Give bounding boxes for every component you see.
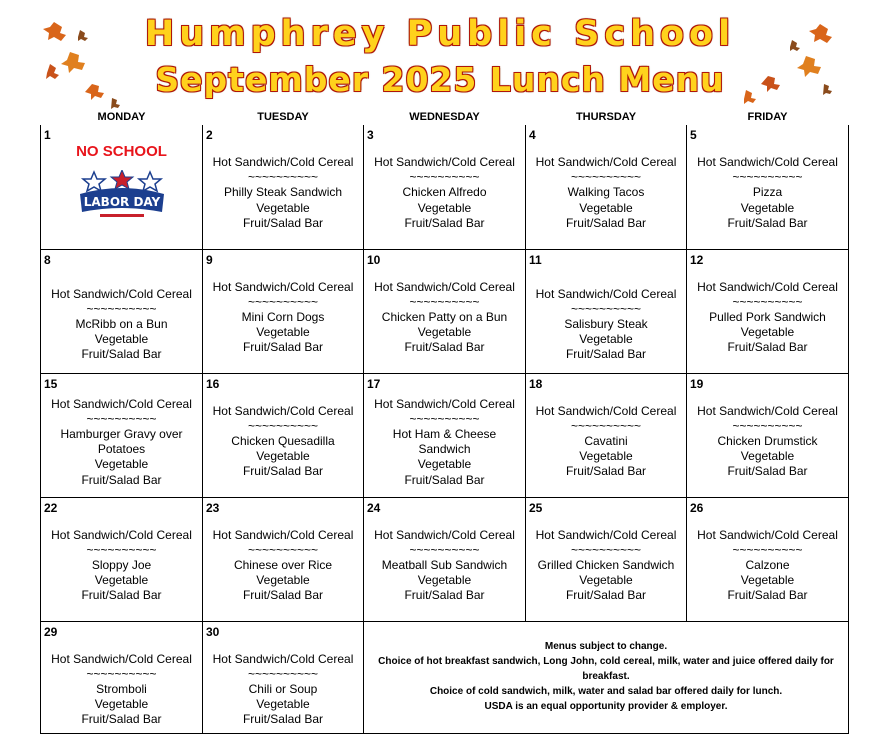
day-number: 22: [44, 500, 58, 515]
day-cell: [41, 373, 203, 497]
day-number: 10: [367, 252, 381, 267]
day-cell: [203, 125, 364, 249]
entree: Chicken Alfredo: [402, 185, 487, 200]
entree: Hamburger Gravy over: [60, 426, 183, 441]
divider: ~~~~~~~~~~: [732, 542, 803, 557]
day-number: 24: [367, 500, 381, 515]
entree: Philly Steak Sandwich: [223, 185, 343, 200]
entree: Sloppy Joe: [91, 557, 152, 572]
fruit-salad-line: Fruit/Salad Bar: [81, 347, 162, 362]
day-cell: [41, 249, 203, 373]
divider: ~~~~~~~~~~: [570, 170, 642, 185]
day-cell: [526, 373, 687, 497]
day-cell: [364, 125, 526, 249]
day-cell: [687, 373, 849, 497]
day-menu: [203, 622, 363, 728]
divider: ~~~~~~~~~~: [570, 418, 642, 433]
day-cell-labor-day: [41, 125, 203, 249]
day-number: 19: [690, 376, 704, 391]
breakfast-line: Hot Sandwich/Cold Cereal: [535, 527, 677, 542]
day-number: 3: [367, 128, 374, 142]
day-cell: [41, 497, 203, 621]
entree: Walking Tacos: [567, 185, 645, 200]
day-menu: [41, 250, 202, 363]
day-cell: [687, 125, 849, 249]
entree: Calzone: [745, 557, 790, 572]
entree: Potatoes: [97, 442, 146, 457]
breakfast-line: Hot Sandwich/Cold Cereal: [212, 651, 354, 666]
vegetable-line: Vegetable: [740, 449, 795, 464]
breakfast-line: Hot Sandwich/Cold Cereal: [697, 403, 838, 418]
vegetable-line: Vegetable: [256, 697, 310, 712]
breakfast-line: Hot Sandwich/Cold Cereal: [51, 651, 192, 666]
vegetable-line: Vegetable: [256, 449, 310, 464]
divider: ~~~~~~~~~~: [409, 170, 480, 185]
fruit-salad-line: Fruit/Salad Bar: [565, 464, 647, 479]
breakfast-line: Hot Sandwich/Cold Cereal: [535, 155, 677, 169]
entree: Stromboli: [96, 681, 147, 696]
entree: McRibb on a Bun: [75, 316, 168, 331]
weekday-header: MONDAY: [97, 110, 146, 123]
day-menu: [526, 125, 686, 231]
vegetable-line: Vegetable: [94, 697, 149, 712]
day-cell: [203, 373, 364, 497]
day-number: 17: [367, 376, 381, 391]
vegetable-line: Vegetable: [94, 573, 149, 588]
day-menu: [364, 498, 525, 604]
fruit-salad-line: Fruit/Salad Bar: [242, 215, 324, 230]
entree: Cavatini: [584, 433, 628, 448]
vegetable-line: Vegetable: [94, 457, 149, 472]
fruit-salad-line: Fruit/Salad Bar: [565, 347, 647, 362]
day-number: 26: [690, 500, 704, 515]
labor-day-logo-text: LABOR DAY: [83, 195, 160, 209]
fruit-salad-line: Fruit/Salad Bar: [404, 215, 485, 230]
day-menu: [203, 250, 363, 356]
divider: ~~~~~~~~~~: [732, 294, 803, 309]
note-line: Choice of hot breakfast sandwich, Long John, cold cereal, milk, water and juice offered daily for breakfast.: [378, 655, 834, 682]
day-menu: [203, 374, 363, 480]
note-line: USDA is an equal opportunity provider & employer.: [484, 700, 728, 712]
day-menu: [526, 374, 686, 480]
day-menu: [364, 125, 525, 231]
fruit-salad-line: Fruit/Salad Bar: [565, 215, 647, 230]
vegetable-line: Vegetable: [417, 573, 472, 588]
day-number: 12: [690, 252, 704, 267]
entree: Chili or Soup: [248, 681, 318, 696]
divider: ~~~~~~~~~~: [247, 170, 319, 185]
note-line: Menus subject to change.: [544, 640, 668, 652]
day-menu: [687, 250, 848, 356]
entree: Chicken Drumstick: [717, 433, 818, 448]
entree: Sandwich: [418, 442, 471, 457]
day-menu: [41, 622, 202, 728]
breakfast-line: Hot Sandwich/Cold Cereal: [51, 396, 192, 411]
entree: Meatball Sub Sandwich: [381, 557, 508, 572]
day-menu: [203, 498, 363, 604]
fruit-salad-line: Fruit/Salad Bar: [404, 588, 485, 603]
weekday-header: TUESDAY: [257, 110, 309, 123]
entree: Mini Corn Dogs: [241, 309, 325, 324]
fruit-salad-line: Fruit/Salad Bar: [727, 340, 808, 355]
no-school-label: NO SCHOOL: [76, 143, 167, 160]
fruit-salad-line: Fruit/Salad Bar: [727, 215, 808, 230]
day-number: 11: [529, 252, 542, 267]
day-number: 25: [529, 500, 543, 515]
vegetable-line: Vegetable: [579, 449, 633, 464]
vegetable-line: Vegetable: [256, 325, 310, 340]
vegetable-line: Vegetable: [256, 573, 310, 588]
weekday-header: FRIDAY: [747, 110, 788, 123]
entree: Pizza: [752, 185, 783, 200]
divider: ~~~~~~~~~~: [86, 666, 157, 681]
day-number: 5: [690, 128, 697, 142]
menu-title: September 2025 Lunch Menu: [155, 60, 725, 99]
day-menu: [687, 498, 848, 604]
breakfast-line: Hot Sandwich/Cold Cereal: [212, 279, 354, 294]
day-menu: [364, 250, 525, 356]
vegetable-line: Vegetable: [417, 325, 472, 340]
breakfast-line: Hot Sandwich/Cold Cereal: [697, 155, 838, 169]
day-cell: [203, 497, 364, 621]
vegetable-line: Vegetable: [579, 332, 633, 347]
divider: ~~~~~~~~~~: [409, 542, 480, 557]
breakfast-line: Hot Sandwich/Cold Cereal: [697, 279, 838, 294]
divider: ~~~~~~~~~~: [86, 411, 157, 426]
breakfast-line: Hot Sandwich/Cold Cereal: [535, 403, 677, 418]
vegetable-line: Vegetable: [740, 325, 795, 340]
day-menu: [203, 125, 363, 231]
entree: Salisbury Steak: [564, 316, 648, 331]
fruit-salad-line: Fruit/Salad Bar: [565, 588, 647, 603]
labor-day-logo-icon: [74, 170, 170, 220]
fruit-salad-line: Fruit/Salad Bar: [727, 588, 808, 603]
menu-notes-cell: [364, 621, 849, 733]
fruit-salad-line: Fruit/Salad Bar: [81, 588, 162, 603]
fruit-salad-line: Fruit/Salad Bar: [81, 472, 162, 487]
day-menu: [687, 125, 848, 231]
day-cell: [687, 249, 849, 373]
lunch-calendar: [40, 108, 849, 734]
day-menu: [526, 250, 686, 363]
breakfast-line: Hot Sandwich/Cold Cereal: [697, 527, 838, 542]
breakfast-line: Hot Sandwich/Cold Cereal: [374, 279, 515, 294]
entree: Chinese over Rice: [233, 557, 333, 572]
divider: ~~~~~~~~~~: [732, 170, 803, 185]
fruit-salad-line: Fruit/Salad Bar: [242, 588, 324, 603]
fruit-salad-line: Fruit/Salad Bar: [242, 340, 324, 355]
day-number: 9: [206, 252, 213, 267]
day-cell: [364, 497, 526, 621]
divider: ~~~~~~~~~~: [570, 542, 642, 557]
divider: ~~~~~~~~~~: [86, 301, 157, 316]
divider: ~~~~~~~~~~: [247, 418, 319, 433]
breakfast-line: Hot Sandwich/Cold Cereal: [212, 155, 354, 169]
breakfast-line: Hot Sandwich/Cold Cereal: [51, 286, 192, 301]
divider: ~~~~~~~~~~: [409, 294, 480, 309]
vegetable-line: Vegetable: [417, 200, 472, 215]
breakfast-line: Hot Sandwich/Cold Cereal: [51, 527, 192, 542]
divider: ~~~~~~~~~~: [247, 294, 319, 309]
day-number: 8: [44, 252, 51, 267]
day-number: 4: [529, 128, 536, 142]
divider: ~~~~~~~~~~: [570, 301, 642, 316]
day-cell: [526, 125, 687, 249]
divider: ~~~~~~~~~~: [247, 542, 319, 557]
day-cell: [364, 249, 526, 373]
day-number: 29: [44, 624, 58, 639]
day-number: 15: [44, 376, 58, 391]
school-name: Humphrey Public School: [144, 14, 736, 54]
fruit-salad-line: Fruit/Salad Bar: [404, 472, 485, 487]
fruit-salad-line: Fruit/Salad Bar: [242, 712, 324, 727]
fruit-salad-line: Fruit/Salad Bar: [242, 464, 324, 479]
day-cell: [203, 621, 364, 733]
day-cell: [526, 497, 687, 621]
day-number: 30: [206, 624, 220, 639]
entree: Chicken Patty on a Bun: [381, 309, 508, 324]
breakfast-line: Hot Sandwich/Cold Cereal: [374, 396, 515, 411]
breakfast-line: Hot Sandwich/Cold Cereal: [374, 527, 515, 542]
entree: Hot Ham & Cheese: [392, 426, 497, 441]
vegetable-line: Vegetable: [740, 573, 795, 588]
day-cell: [41, 621, 203, 733]
vegetable-line: Vegetable: [256, 200, 310, 215]
entree: Grilled Chicken Sandwich: [537, 557, 675, 572]
breakfast-line: Hot Sandwich/Cold Cereal: [212, 403, 354, 418]
day-menu: [526, 498, 686, 604]
day-menu: [41, 374, 202, 488]
breakfast-line: Hot Sandwich/Cold Cereal: [212, 527, 354, 542]
day-menu: [364, 374, 525, 488]
entree: Chicken Quesadilla: [231, 433, 335, 448]
fruit-salad-line: Fruit/Salad Bar: [81, 712, 162, 727]
vegetable-line: Vegetable: [417, 457, 472, 472]
day-cell: [364, 373, 526, 497]
breakfast-line: Hot Sandwich/Cold Cereal: [535, 286, 677, 301]
day-number: 23: [206, 500, 220, 515]
day-number: 16: [206, 376, 220, 391]
divider: ~~~~~~~~~~: [86, 542, 157, 557]
weekday-header: WEDNESDAY: [409, 110, 480, 123]
fruit-salad-line: Fruit/Salad Bar: [727, 464, 808, 479]
day-menu: [687, 374, 848, 480]
vegetable-line: Vegetable: [579, 200, 633, 215]
divider: ~~~~~~~~~~: [247, 666, 319, 681]
menu-notes: [364, 622, 848, 714]
vegetable-line: Vegetable: [94, 332, 149, 347]
breakfast-line: Hot Sandwich/Cold Cereal: [374, 155, 515, 169]
vegetable-line: Vegetable: [579, 573, 633, 588]
entree: Pulled Pork Sandwich: [709, 309, 826, 324]
day-number: 18: [529, 376, 543, 391]
day-menu: [41, 498, 202, 604]
vegetable-line: Vegetable: [740, 200, 795, 215]
day-cell: [203, 249, 364, 373]
weekday-header: THURSDAY: [575, 110, 637, 123]
day-cell: [687, 497, 849, 621]
day-number: 1: [44, 128, 51, 142]
divider: ~~~~~~~~~~: [732, 418, 803, 433]
divider: ~~~~~~~~~~: [409, 411, 480, 426]
day-cell: [526, 249, 687, 373]
note-line: Choice of cold sandwich, milk, water and salad bar offered daily for lunch.: [429, 685, 783, 697]
day-number: 2: [206, 128, 213, 142]
fruit-salad-line: Fruit/Salad Bar: [404, 340, 485, 355]
